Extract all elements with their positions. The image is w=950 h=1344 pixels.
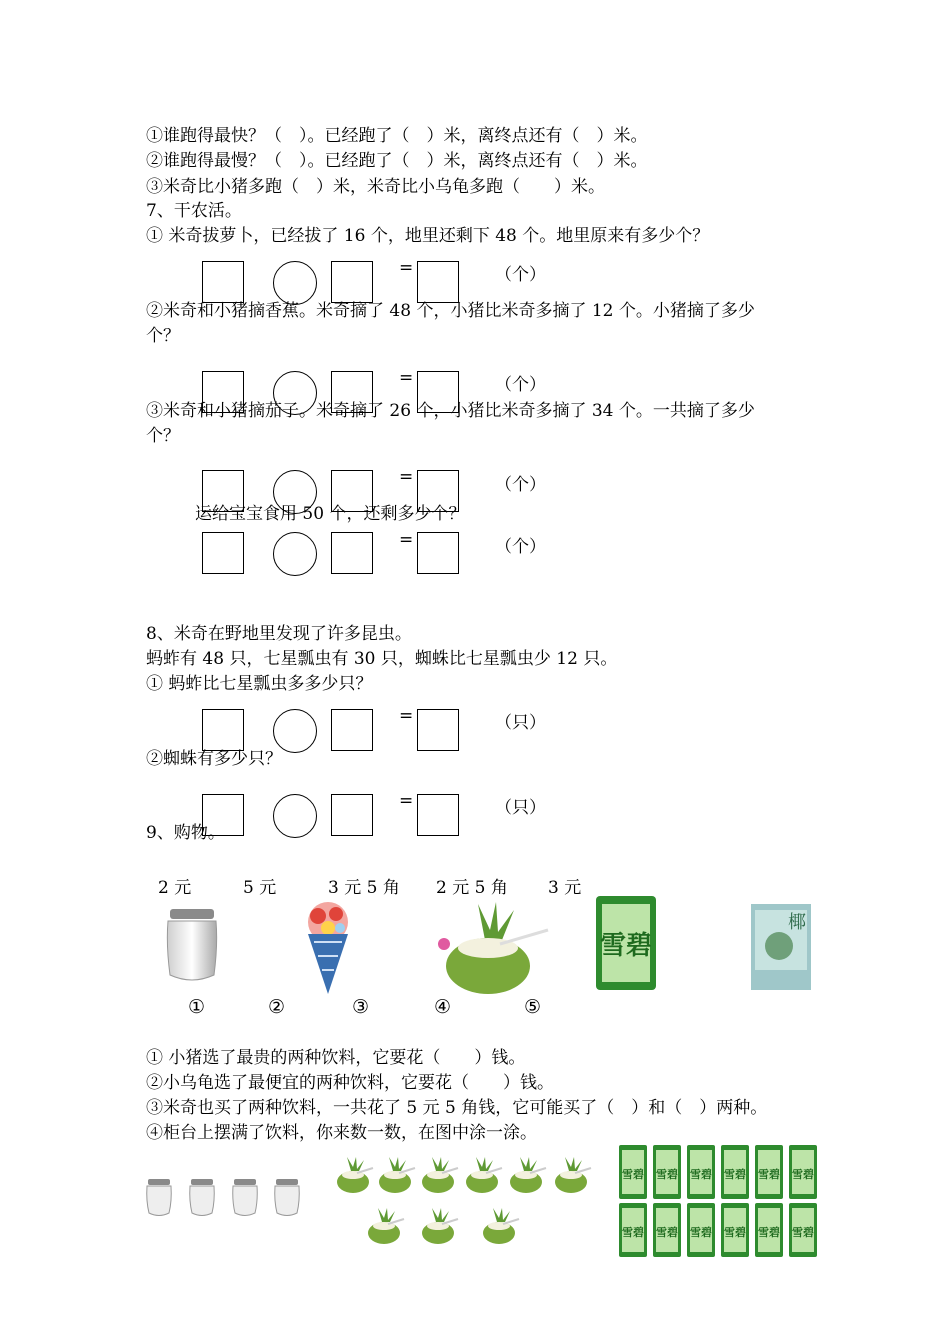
q7-3-line1: ③米奇和小猪摘茄子。米奇摘了 26 个，小猪比米奇多摘了 34 个。一共摘了多少 [146,401,755,421]
price-label: 2 元 5 角 [436,878,508,898]
svg-text:雪碧: 雪碧 [622,1168,644,1181]
q9-4: ④柜台上摆满了饮料，你来数一数，在图中涂一涂。 [146,1123,537,1143]
price-label: 3 元 5 角 [328,878,400,898]
yogurt-jar-icon[interactable] [271,1177,303,1219]
q7-2-line2: 个？ [146,326,180,346]
answer-box[interactable] [202,532,244,574]
q6-3: ③米奇比小猪多跑（ ）米，米奇比小乌龟多跑（ ）米。 [146,177,605,197]
coconut-drink-icon [430,900,550,996]
price-label: 3 元 [548,878,582,898]
yogurt-jar-icon[interactable] [229,1177,261,1219]
equals-sign: = [399,706,414,726]
coconut-drink-icon[interactable] [364,1208,406,1248]
section8-intro: 蚂蚱有 48 只，七星瓢虫有 30 只，蜘蛛比七星瓢虫少 12 只。 [146,649,618,669]
q7-1: ① 米奇拔萝卜，已经拔了 16 个，地里还剩下 48 个。地里原来有多少个？ [146,226,710,246]
answer-box[interactable] [331,261,373,303]
svg-text:雪碧: 雪碧 [724,1168,746,1181]
svg-text:雪碧: 雪碧 [724,1226,746,1239]
price-label: 5 元 [243,878,277,898]
q7-2-line1: ②米奇和小猪摘香蕉。米奇摘了 48 个，小猪比米奇多摘了 12 个。小猪摘了多少 [146,301,755,321]
answer-box[interactable] [331,709,373,751]
q9-2: ②小乌龟选了最便宜的两种饮料，它要花（ ）钱。 [146,1073,554,1093]
svg-text:雪碧: 雪碧 [792,1168,814,1181]
sprite-can-icon[interactable] [618,1202,648,1258]
sprite-can-icon[interactable] [754,1202,784,1258]
q7-4-fragment: 运给宝宝食用 50 个，还剩多少个？ [195,504,466,524]
item-number: ① [188,996,206,1018]
answer-box[interactable] [417,709,459,751]
sprite-can-icon[interactable] [652,1202,682,1258]
item-number: ⑤ [524,996,542,1018]
sprite-can-icon[interactable] [618,1144,648,1200]
svg-text:雪碧: 雪碧 [758,1226,780,1239]
svg-text:雪碧: 雪碧 [656,1226,678,1239]
operator-circle[interactable] [273,261,317,305]
unit-label: （只） [495,713,546,733]
unit-label: （个） [495,265,546,285]
unit-label: （个） [495,475,546,495]
coconut-drink-icon[interactable] [418,1208,460,1248]
unit-label: （只） [495,798,546,818]
section8-title: 8、米奇在野地里发现了许多昆虫。 [146,624,412,644]
q8-1: ① 蚂蚱比七星瓢虫多多少只？ [146,674,373,694]
answer-box[interactable] [417,794,459,836]
coconut-drink-icon[interactable] [333,1157,375,1197]
q6-2: ②谁跑得最慢？（ ）。已经跑了（ ）米，离终点还有（ ）米。 [146,151,648,171]
coconut-drink-icon[interactable] [418,1157,460,1197]
q6-1: ①谁跑得最快？（ ）。已经跑了（ ）米，离终点还有（ ）米。 [146,126,648,146]
q7-3-line2: 个？ [146,426,180,446]
svg-text:雪碧: 雪碧 [622,1226,644,1239]
sprite-can-icon[interactable] [720,1202,750,1258]
operator-circle[interactable] [273,794,317,838]
svg-text:雪碧: 雪碧 [792,1226,814,1239]
yogurt-jar-icon [160,905,224,985]
q9-3: ③米奇也买了两种饮料，一共花了 5 元 5 角钱，它可能买了（ ）和（ ）两种。 [146,1098,768,1118]
sprite-can-icon[interactable] [652,1144,682,1200]
svg-text:椰: 椰 [788,912,806,933]
unit-label: （个） [495,537,546,557]
sprite-can-icon[interactable] [686,1144,716,1200]
unit-label: （个） [495,375,546,395]
svg-text:雪碧: 雪碧 [599,931,653,961]
operator-circle[interactable] [273,532,317,576]
sprite-can-icon [594,894,660,994]
sprite-can-icon[interactable] [788,1202,818,1258]
svg-text:雪碧: 雪碧 [656,1168,678,1181]
svg-text:雪碧: 雪碧 [690,1168,712,1181]
svg-text:雪碧: 雪碧 [690,1226,712,1239]
q9-1: ① 小猪选了最贵的两种饮料，它要花（ ）钱。 [146,1048,526,1068]
equals-sign: = [399,530,414,550]
sprite-can-icon[interactable] [720,1144,750,1200]
item-number: ③ [352,996,370,1018]
item-number: ④ [434,996,452,1018]
answer-box[interactable] [331,532,373,574]
answer-box[interactable] [417,532,459,574]
answer-box[interactable] [202,261,244,303]
coconut-drink-icon[interactable] [462,1157,504,1197]
ice-cream-icon [296,898,360,998]
sprite-can-icon[interactable] [686,1202,716,1258]
svg-text:雪碧: 雪碧 [758,1168,780,1181]
equals-sign: = [399,368,414,388]
sprite-can-icon[interactable] [754,1144,784,1200]
yogurt-jar-icon[interactable] [143,1177,175,1219]
q8-2: ②蜘蛛有多少只？ [146,749,282,769]
equals-sign: = [399,791,414,811]
coconut-juice-carton-icon [749,902,813,992]
section9-title: 9、购物。 [146,823,225,843]
coconut-drink-icon[interactable] [479,1208,521,1248]
operator-circle[interactable] [273,709,317,753]
yogurt-jar-icon[interactable] [186,1177,218,1219]
price-label: 2 元 [158,878,192,898]
sprite-can-icon[interactable] [788,1144,818,1200]
equals-sign: = [399,467,414,487]
item-number: ② [268,996,286,1018]
answer-box[interactable] [331,794,373,836]
coconut-drink-icon[interactable] [506,1157,548,1197]
coconut-drink-icon[interactable] [551,1157,593,1197]
equals-sign: = [399,258,414,278]
section7-title: 7、干农活。 [146,201,242,221]
answer-box[interactable] [417,261,459,303]
answer-box[interactable] [202,709,244,751]
coconut-drink-icon[interactable] [375,1157,417,1197]
